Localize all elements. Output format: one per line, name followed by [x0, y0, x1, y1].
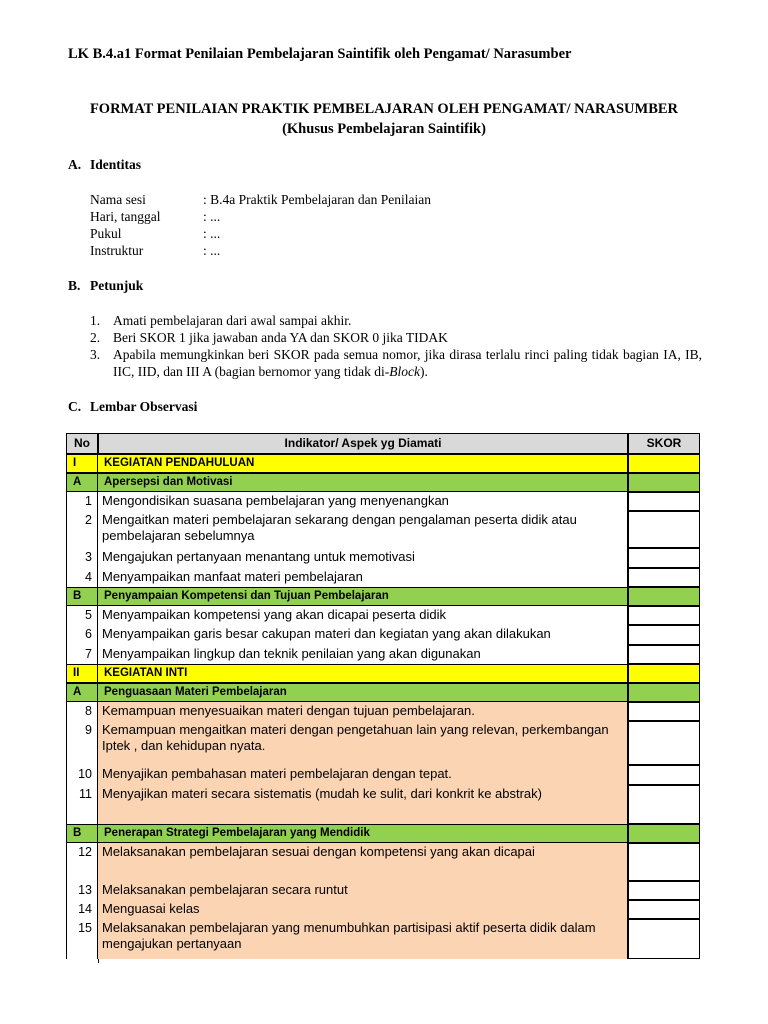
table-row-number: 9 [66, 721, 98, 765]
header-score: SKOR [628, 433, 700, 454]
instruction-number: 3. [90, 347, 101, 362]
instruction-text-tail: ). [420, 364, 428, 379]
score-cell [628, 454, 700, 473]
table-section-title: Penerapan Strategi Pembelajaran yang Mendidik [98, 824, 628, 843]
section-a-title: Identitas [90, 157, 142, 172]
section-b-letter: B. [68, 278, 81, 293]
identity-value: : B.4a Praktik Pembelajaran dan Penilaian [203, 192, 431, 207]
identity-row-session [90, 192, 431, 209]
table-row-indicator: Mengondisikan suasana pembelajaran yang menyenangkan [98, 492, 628, 511]
table-row-indicator: Mengajukan pertanyaan menantang untuk memotivasi [98, 548, 628, 568]
instruction-text-main: Apabila memungkinkan beri SKOR pada semua nomor, jika dirasa terlalu rinci paling tidak bagian IA, IB, IIC, IID, dan III A (bagian bernomor yang tidak di- [113, 347, 702, 379]
table-row-number: 6 [66, 625, 98, 645]
table-section-number: II [66, 664, 98, 683]
table-section-number: I [66, 454, 98, 473]
score-cell[interactable] [628, 511, 700, 548]
table-row-indicator: Menyampaikan garis besar cakupan materi dan kegiatan yang akan dilakukan [98, 625, 628, 645]
table-row-number: 7 [66, 645, 98, 664]
score-cell[interactable] [628, 606, 700, 625]
table-row-number: 1 [66, 492, 98, 511]
table-row-number: 8 [66, 702, 98, 721]
table-section-title: Penguasaan Materi Pembelajaran [98, 683, 628, 702]
section-c-letter: C. [68, 399, 82, 414]
header-indicator: Indikator/ Aspek yg Diamati [98, 433, 628, 454]
table-section-title: KEGIATAN INTI [98, 664, 628, 683]
score-cell[interactable] [628, 919, 700, 959]
table-row-number: 4 [66, 568, 98, 587]
score-cell[interactable] [628, 765, 700, 785]
score-cell [628, 664, 700, 683]
table-row-number: 3 [66, 548, 98, 568]
instruction-item [90, 346, 702, 380]
score-cell[interactable] [628, 900, 700, 919]
score-cell[interactable] [628, 881, 700, 900]
score-cell [628, 587, 700, 606]
table-row-indicator: Menguasai kelas [98, 900, 628, 919]
table-left-border-tail [98, 959, 99, 963]
table-row-indicator: Menyampaikan manfaat materi pembelajaran [98, 568, 628, 587]
table-row-number: 10 [66, 765, 98, 785]
score-cell[interactable] [628, 702, 700, 721]
section-c-heading [68, 399, 197, 415]
section-c-title: Lembar Observasi [90, 399, 198, 414]
instruction-item [90, 329, 702, 346]
table-row-indicator: Menyampaikan kompetensi yang akan dicapai peserta didik [98, 606, 628, 625]
score-cell[interactable] [628, 492, 700, 511]
table-row-indicator: Mengaitkan materi pembelajaran sekarang dengan pengalaman peserta didik atau pembelajaran sebelumnya [98, 511, 628, 548]
instruction-number: 1. [90, 313, 101, 328]
table-row-number: 13 [66, 881, 98, 900]
table-row-number: 15 [66, 919, 98, 959]
instruction-text [113, 346, 702, 380]
instruction-text: Amati pembelajaran dari awal sampai akhir. [113, 313, 352, 328]
table-row-indicator: Menyajikan materi secara sistematis (mudah ke sulit, dari konkrit ke abstrak) [98, 785, 628, 824]
section-a-letter: A. [68, 157, 82, 172]
score-cell [628, 824, 700, 843]
identity-row-time [90, 226, 220, 243]
identity-label: Pukul [90, 226, 122, 241]
identity-row-date [90, 209, 220, 226]
score-cell[interactable] [628, 843, 700, 881]
table-row-indicator: Kemampuan menyesuaikan materi dengan tujuan pembelajaran. [98, 702, 628, 721]
table-row-indicator: Melaksanakan pembelajaran sesuai dengan kompetensi yang akan dicapai [98, 843, 628, 881]
table-section-title: Penyampaian Kompetensi dan Tujuan Pembelajaran [98, 587, 628, 606]
table-row-number: 14 [66, 900, 98, 919]
section-b-title: Petunjuk [90, 278, 144, 293]
table-section-number: A [66, 683, 98, 702]
instruction-number: 2. [90, 330, 101, 345]
table-section-number: A [66, 473, 98, 492]
instruction-item [90, 312, 702, 329]
table-row-indicator: Menyampaikan lingkup dan teknik penilaian yang akan digunakan [98, 645, 628, 664]
document-title: LK B.4.a1 Format Penilaian Pembelajaran Saintifik oleh Pengamat/ Narasumber [68, 46, 572, 62]
table-section-number: B [66, 824, 98, 843]
identity-row-instructor [90, 243, 220, 260]
identity-value: : ... [203, 226, 221, 241]
table-row-number: 11 [66, 785, 98, 824]
table-section-title: KEGIATAN PENDAHULUAN [98, 454, 628, 473]
identity-label: Nama sesi [90, 192, 146, 207]
table-row-indicator: Melaksanakan pembelajaran yang menumbuhkan partisipasi aktif peserta didik dalam mengajukan pertanyaan [98, 919, 628, 959]
instruction-text-italic: Block [389, 364, 421, 379]
table-row-number: 2 [66, 511, 98, 548]
form-subheading: (Khusus Pembelajaran Saintifik) [282, 121, 486, 137]
header-no: No [66, 433, 98, 454]
score-cell [628, 683, 700, 702]
section-a-heading [68, 157, 141, 173]
table-row-number: 5 [66, 606, 98, 625]
table-section-title: Apersepsi dan Motivasi [98, 473, 628, 492]
identity-label: Hari, tanggal [90, 209, 161, 224]
identity-value: : ... [203, 209, 221, 224]
score-cell[interactable] [628, 785, 700, 824]
section-b-heading [68, 278, 143, 294]
table-row-indicator: Melaksanakan pembelajaran secara runtut [98, 881, 628, 900]
score-cell[interactable] [628, 548, 700, 568]
score-cell[interactable] [628, 721, 700, 765]
instruction-text: Beri SKOR 1 jika jawaban anda YA dan SKOR 0 jika TIDAK [113, 330, 448, 345]
table-row-indicator: Kemampuan mengaitkan materi dengan pengetahuan lain yang relevan, perkembangan Iptek , dan kehidupan nyata. [98, 721, 628, 765]
form-heading: FORMAT PENILAIAN PRAKTIK PEMBELAJARAN OLEH PENGAMAT/ NARASUMBER [89, 101, 679, 117]
table-section-number: B [66, 587, 98, 606]
identity-value: : ... [203, 243, 221, 258]
identity-label: Instruktur [90, 243, 144, 258]
table-row-number: 12 [66, 843, 98, 881]
score-cell [628, 473, 700, 492]
table-row-indicator: Menyajikan pembahasan materi pembelajaran dengan tepat. [98, 765, 628, 785]
score-cell[interactable] [628, 645, 700, 664]
score-cell[interactable] [628, 568, 700, 587]
score-cell[interactable] [628, 625, 700, 645]
